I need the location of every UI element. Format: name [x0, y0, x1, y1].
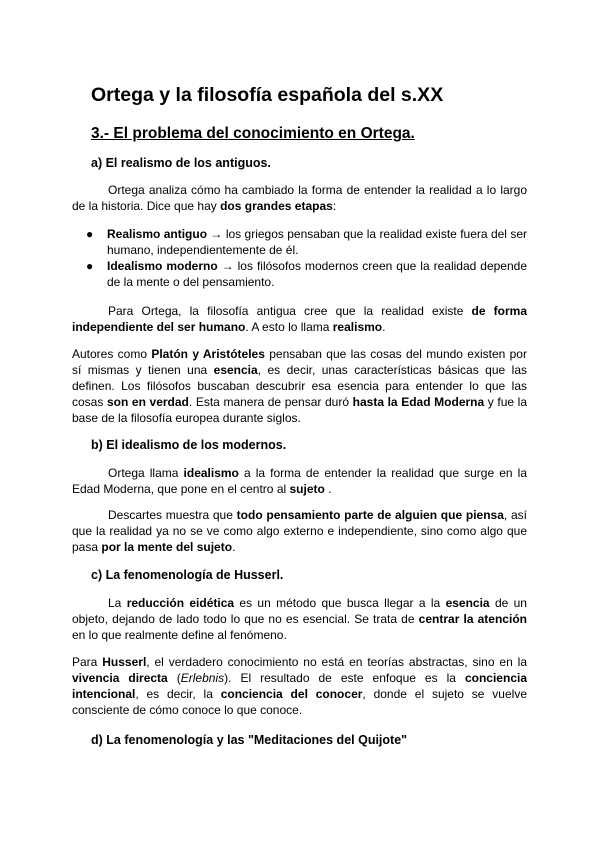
paragraph-a3: Autores como Platón y Aristóteles pensaban que las cosas del mundo existen por sí mismas y tienen una esencia, es decir, unas características básicas que las definen. Los filósofos buscaban descubrir esa esencia para entender lo que las cosas son en verdad. Esta manera de pensar duró hasta la Edad Moderna y fue la base de la filosofía europea durante siglos. [72, 347, 528, 425]
paragraph-b2: Descartes muestra que todo pensamiento parte de alguien que piensa, así que la realidad ya no se ve como algo externo e independiente, sino como algo que pasa por la mente del sujeto. [72, 508, 527, 554]
paragraph-c2: Para Husserl, el verdadero conocimiento no está en teorías abstractas, sino en la vivencia directa (Erlebnis). El resultado de este enfoque es la conciencia intencional, es decir, la conciencia del conocer, donde el sujeto se vuelve consciente de cómo conoce lo que conoce. [72, 655, 527, 717]
section-title: 3.- El problema del conocimiento en Ortega. [91, 125, 415, 142]
paragraph-a2: Para Ortega, la filosofía antigua cree que la realidad existe de forma independiente del ser humano. A esto lo llama realismo. [72, 304, 527, 334]
heading-d: d) La fenomenología y las "Meditaciones del Quijote" [91, 733, 408, 747]
list-item: ● Idealismo moderno → los filósofos modernos creen que la realidad depende de la mente o del pensamiento. [86, 259, 528, 289]
bullet-icon: ● [86, 227, 94, 241]
heading-c: c) La fenomenología de Husserl. [91, 568, 284, 582]
paragraph-c1: La reducción eidética es un método que busca llegar a la esencia de un objeto, dejando de lado todo lo que no es esencial. Se trata de centrar la atención en lo que realmente define al fenómeno. [72, 596, 527, 642]
paragraph-b1: Ortega llama idealismo a la forma de entender la realidad que surge en la Edad Moderna, que pone en el centro al sujeto . [72, 466, 527, 496]
heading-b: b) El idealismo de los modernos. [91, 438, 287, 452]
bullet-icon: ● [86, 259, 94, 273]
heading-a: a) El realismo de los antiguos. [91, 156, 271, 170]
page-title: Ortega y la filosofía española del s.XX [91, 84, 444, 106]
list-item: ● Realismo antiguo → los griegos pensaban que la realidad existe fuera del ser humano, independientemente de él. [86, 227, 528, 257]
bullet-list [72, 226, 527, 290]
paragraph-a1: Ortega analiza cómo ha cambiado la forma de entender la realidad a lo largo de la historia. Dice que hay dos grandes etapas: [72, 183, 527, 213]
